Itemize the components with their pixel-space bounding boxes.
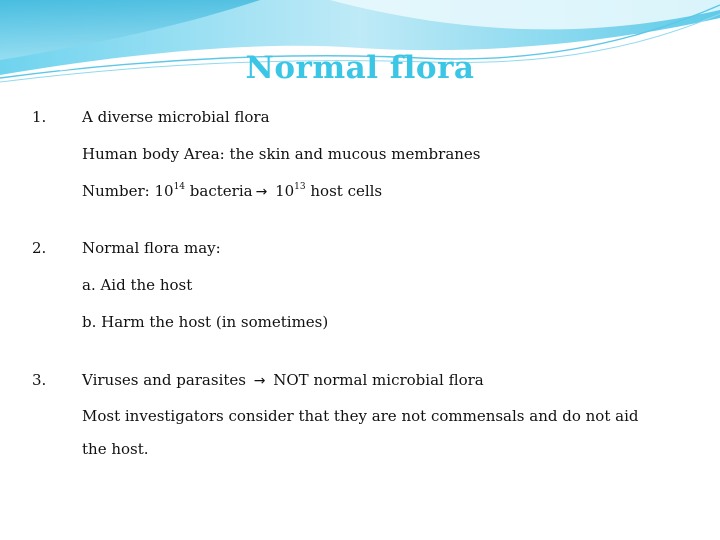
- item-number: 3.: [32, 371, 47, 389]
- item-number: 2.: [32, 239, 47, 257]
- text-fragment: 10: [270, 182, 295, 200]
- slide-title: Normal flora: [245, 50, 475, 86]
- text-fragment: bacteria: [185, 182, 253, 200]
- item-line: a. Aid the host: [82, 276, 193, 294]
- superscript: 13: [294, 182, 306, 192]
- item-line: b. Harm the host (in sometimes): [82, 313, 329, 331]
- text-fragment: host cells: [305, 182, 383, 200]
- item-line-number: [82, 182, 382, 200]
- item-heading: Normal flora may:: [82, 239, 221, 257]
- arrow-right-icon: →: [255, 184, 268, 200]
- item-heading: [82, 371, 484, 389]
- text-fragment: Number: 10: [82, 182, 174, 200]
- item-line: Human body Area: the skin and mucous membranes: [82, 145, 481, 163]
- item-number: 1.: [32, 108, 47, 126]
- text-fragment: Viruses and parasites: [82, 371, 251, 389]
- arrow-right-icon: →: [253, 373, 266, 389]
- item-heading: A diverse microbial flora: [82, 108, 270, 126]
- item-line: Most investigators consider that they are not commensals and do not aid: [82, 407, 639, 425]
- text-fragment: NOT normal microbial flora: [268, 371, 484, 389]
- item-line: the host.: [82, 440, 149, 458]
- superscript: 14: [173, 182, 186, 192]
